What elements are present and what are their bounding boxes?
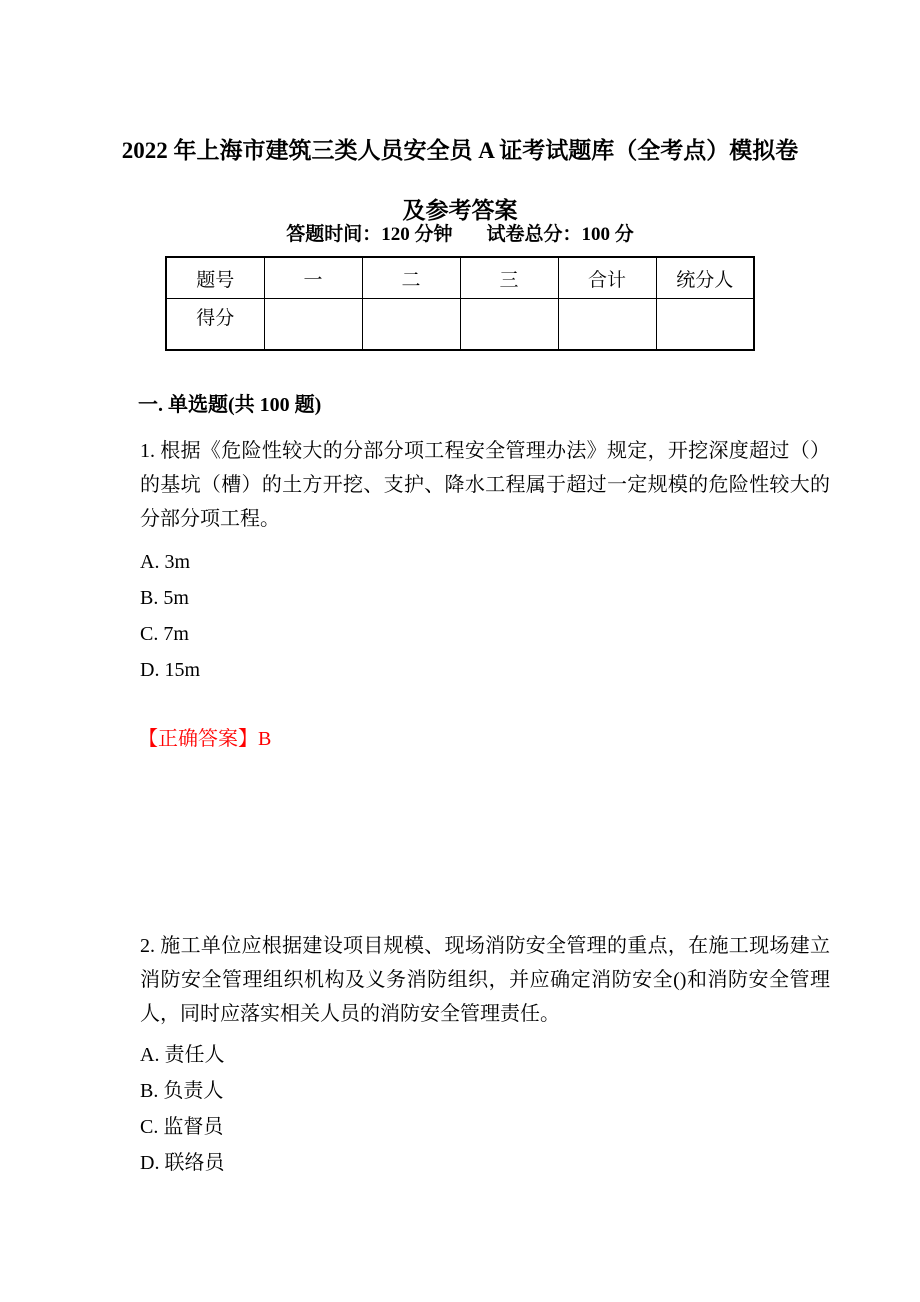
question-2-option-b: B. 负责人 — [140, 1080, 224, 1102]
header-cell-part-one: 一 — [264, 257, 362, 299]
header-cell-scorer: 统分人 — [656, 257, 754, 299]
question-1-option-a: A. 3m — [140, 551, 190, 573]
score-cell-two — [362, 299, 460, 351]
score-row-label: 得分 — [166, 299, 264, 351]
exam-meta — [0, 221, 920, 249]
answer-time-text: 答题时间：120 分钟 — [286, 224, 453, 245]
score-cell-one — [264, 299, 362, 351]
question-1-option-b: B. 5m — [140, 587, 189, 609]
section-heading-single-choice: 一. 单选题(共 100 题) — [138, 394, 322, 416]
score-cell-scorer — [656, 299, 754, 351]
question-2-option-d: D. 联络员 — [140, 1152, 225, 1174]
header-cell-part-two: 二 — [362, 257, 460, 299]
header-cell-total: 合计 — [558, 257, 656, 299]
question-1-option-d: D. 15m — [140, 659, 200, 681]
question-2-option-c: C. 监督员 — [140, 1116, 224, 1138]
score-cell-total — [558, 299, 656, 351]
correct-answer-value: B — [258, 728, 272, 750]
question-2-option-a: A. 责任人 — [140, 1044, 225, 1066]
page-title-line1: 2022 年上海市建筑三类人员安全员 A 证考试题库（全考点）模拟卷 — [121, 138, 799, 164]
total-score-text: 试卷总分：100 分 — [486, 224, 634, 245]
header-cell-question-number: 题号 — [166, 257, 264, 299]
question-1-option-c: C. 7m — [140, 623, 189, 645]
score-table-header-row — [166, 257, 754, 299]
score-cell-three — [460, 299, 558, 351]
header-cell-part-three: 三 — [460, 257, 558, 299]
question-1-correct-answer — [138, 724, 271, 754]
question-2-options — [140, 1037, 224, 1181]
question-1-options — [140, 544, 200, 688]
score-table — [165, 256, 755, 351]
page-title-line2: 及参考答案 — [402, 198, 518, 224]
question-2-text: 2. 施工单位应根据建设项目规模、现场消防安全管理的重点，在施工现场建立消防安全管理组织机构及义务消防组织，并应确定消防安全()和消防安全管理人，同时应落实相关人员的消防安全管理责任。 — [140, 935, 830, 1025]
correct-answer-label: 【正确答案】 — [138, 728, 258, 750]
score-table-score-row — [166, 299, 754, 351]
question-1-text: 1. 根据《危险性较大的分部分项工程安全管理办法》规定，开挖深度超过（）的基坑（槽）的土方开挖、支护、降水工程属于超过一定规模的危险性较大的分部分项工程。 — [140, 440, 830, 530]
